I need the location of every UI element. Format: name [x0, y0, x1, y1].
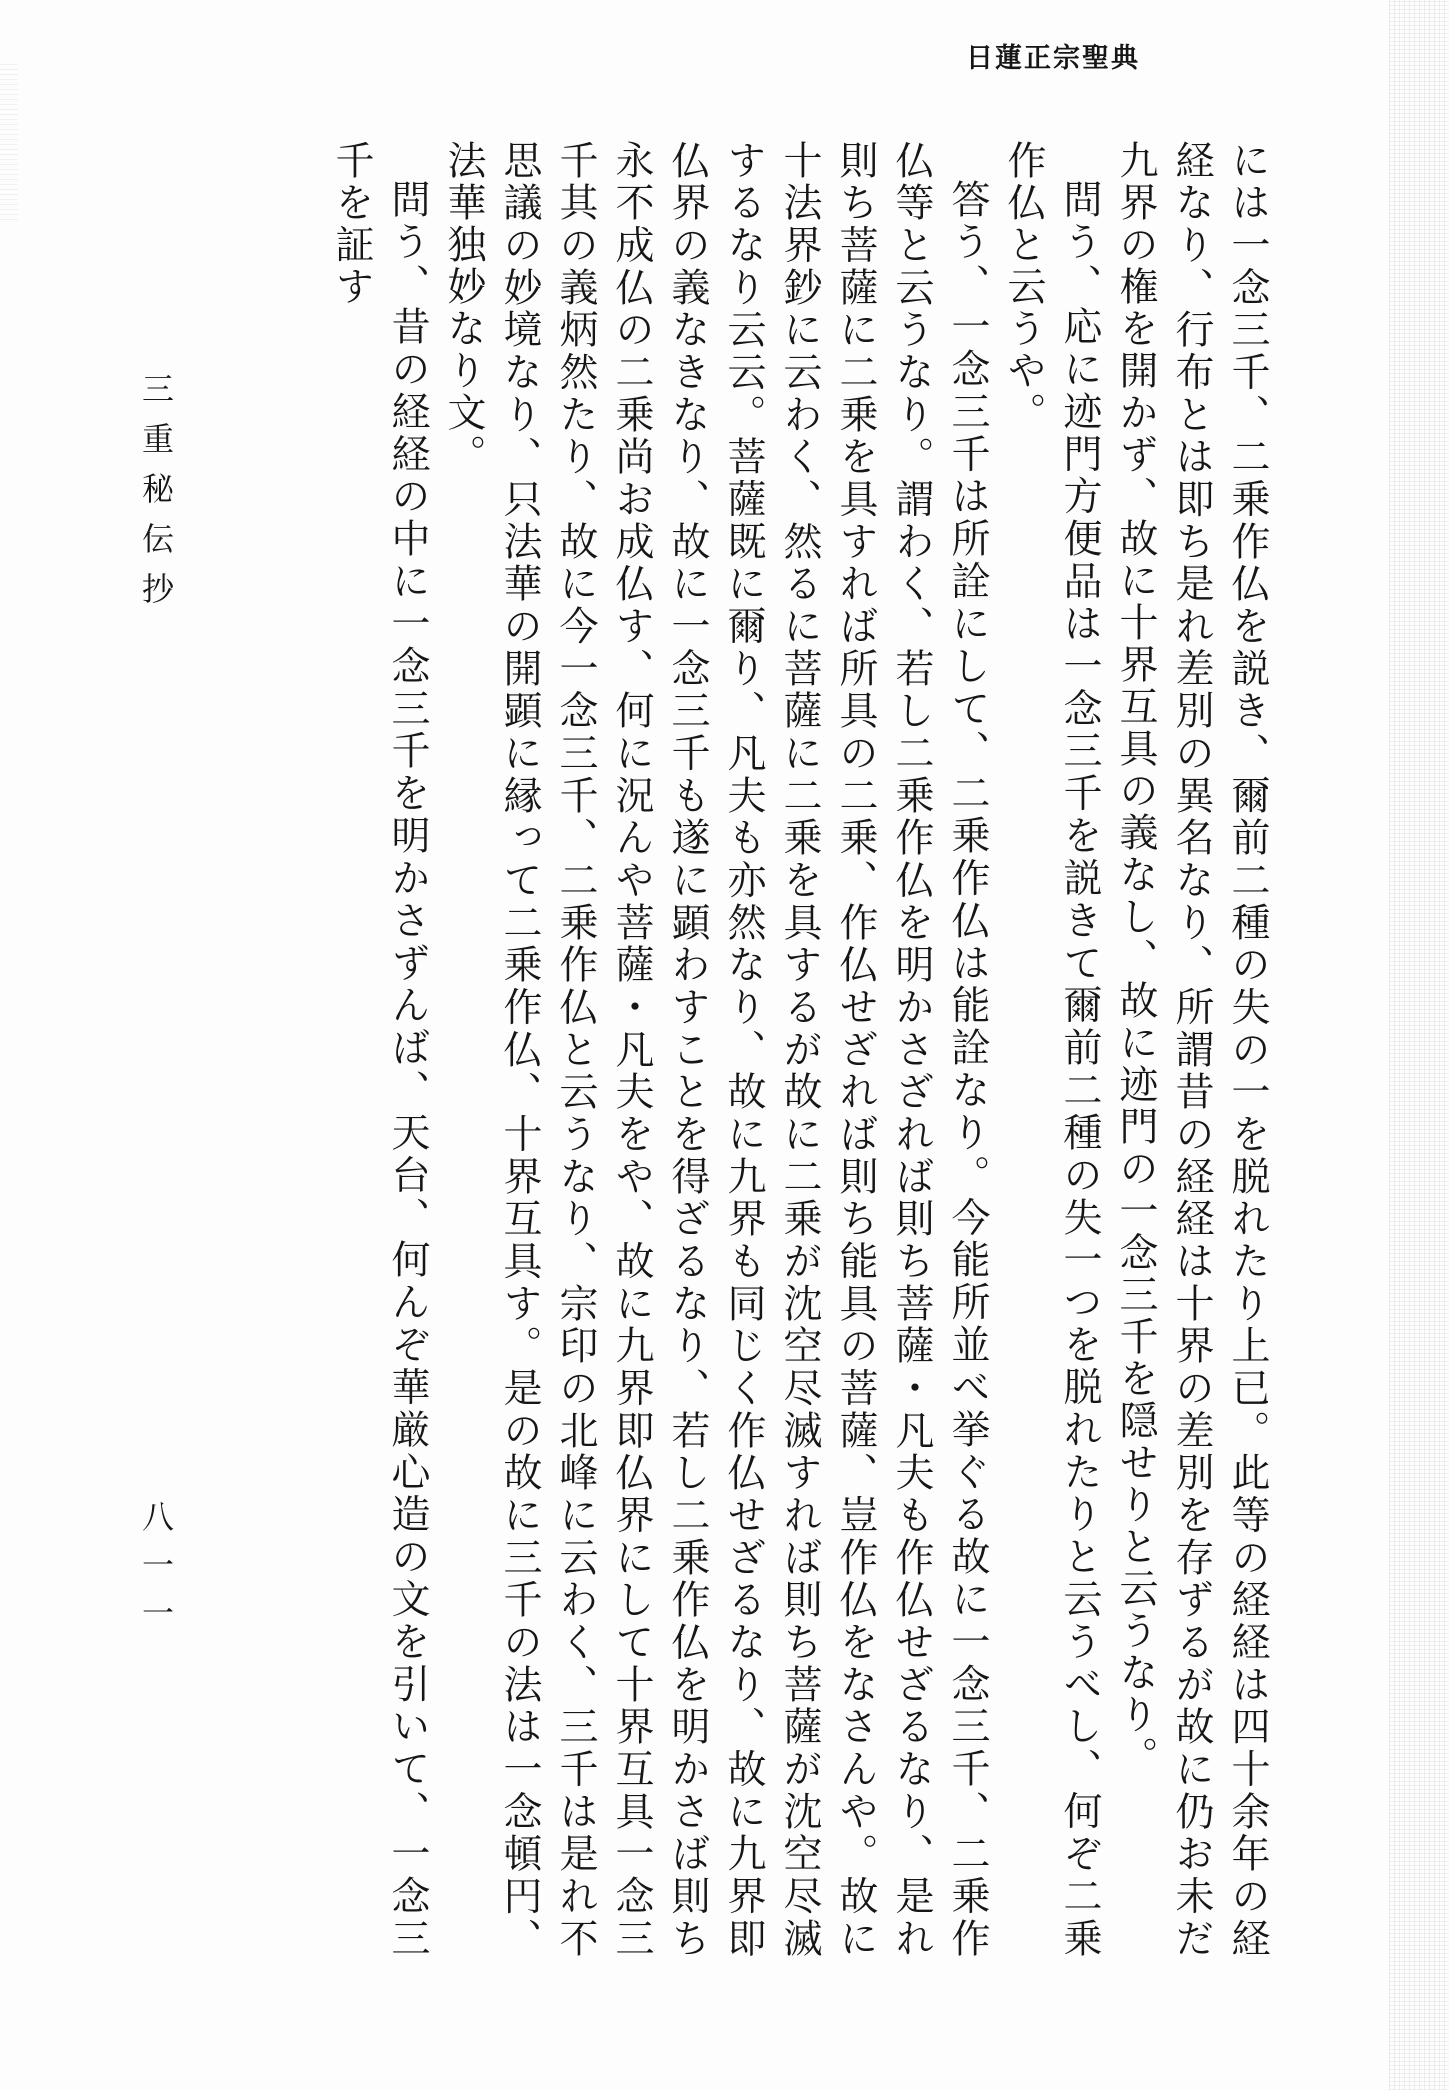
paragraph-answer: 答う、一念三千は所詮にして、二乗作仏は能詮なり。今能所並べ挙ぐる故に一念三千、二乗作仏等と云うなり。謂わく、若し二乗作仏を明かさざれば則ち菩薩・凡夫も作仏せざるなり、是れ則ち菩薩に二乗を具すれば所具の二乗、作仏せざれば則ち能具の菩薩、豈作仏をなさんや。故に十法界鈔に云わく、然るに菩薩に二乗を具するが故に二乗が沈空尽滅すれば則ち菩薩が沈空尽滅するなり云云。菩薩既に爾り、凡夫も亦然なり、故に九界も同じく作仏せざるなり、故に九界即仏界の義なきなり、故に一念三千も遂に顕わすことを得ざるなり、若し二乗作仏を明かさば則ち永不成仏の二乗尚お成仏す、何に況んや菩薩・凡夫をや、故に九界即仏界にして十界互具一念三千其の義炳然たり、故に今一念三千、二乗作仏と云うなり、宗印の北峰に云わく、三千は是れ不思議の妙境なり、只法華の開顕に縁って二乗作仏、十界互具す。是の故に三千の法は一念頓円、法華独妙なり文。 — [441, 140, 990, 1960]
paragraph-question-2: 問う、昔の経経の中に一念三千を明かさずんば、天台、何んぞ華厳心造の文を引いて、一念三千を証す — [329, 140, 430, 1960]
running-head: 日蓮正宗聖典 — [966, 43, 1140, 74]
page-number: 八一一 — [137, 1500, 175, 1644]
paragraph-continuation: には一念三千、二乗作仏を説き、爾前二種の失の一を脱れたり上已。此等の経経は四十余年の経経なり、行布とは即ち是れ差別の異名なり、所謂昔の経経は十界の差別を存ずるが故に仍お未だ九界の権を開かず、故に十界互具の義なし、故に迹門の一念三千を隠せりと云うなり。 — [1113, 140, 1270, 1960]
scan-edge-right — [1389, 0, 1449, 2090]
scan-edge-left — [0, 60, 18, 220]
paragraph-question: 問う、応に迹門方便品は一念三千を説きて爾前二種の失一つを脱れたりと云うべし、何ぞ二乗作仏と云うや。 — [1001, 140, 1102, 1960]
section-title: 三重秘伝抄 — [137, 372, 175, 622]
main-text — [200, 140, 1275, 1960]
